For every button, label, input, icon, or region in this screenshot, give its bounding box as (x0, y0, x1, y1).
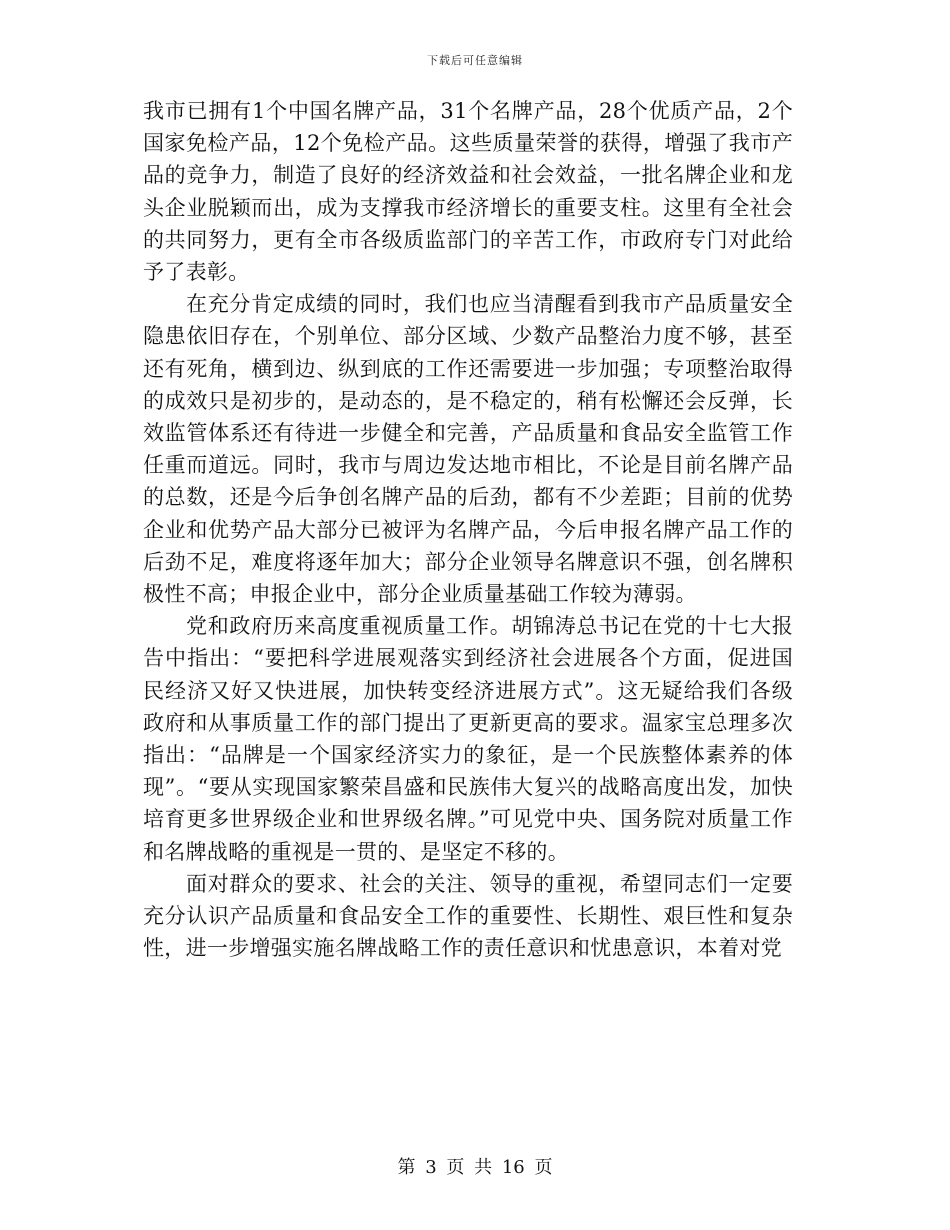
paragraph-3: 党和政府历来高度重视质量工作。胡锦涛总书记在党的十七大报告中指出：“要把科学进展观落实到经济社会进展各个方面，促进国民经济又好又快进展，加快转变经济进展方式”。这无疑给我们各级政府和从事质量工作的部门提出了更新更高的要求。温家宝总理多次指出：“品牌是一个国家经济实力的象征，是一个民族整体素养的体现”。“要从实现国家繁荣昌盛和民族伟大复兴的战略高度出发，加快培育更多世界级企业和世界级名牌。”可见党中央、国务院对质量工作和名牌战略的重视是一贯的、是坚定不移的。 (143, 614, 793, 864)
header-note: 下载后可任意编辑 (427, 54, 523, 67)
body-text (143, 95, 793, 964)
paragraph-2: 在充分肯定成绩的同时，我们也应当清醒看到我市产品质量安全隐患依旧存在，个别单位、部分区域、少数产品整治力度不够，甚至还有死角，横到边、纵到底的工作还需要进一步加强；专项整治取得的成效只是初步的，是动态的，是不稳定的，稍有松懈还会反弹，长效监管体系还有待进一步健全和完善，产品质量和食品安全监管工作任重而道远。同时，我市与周边发达地市相比，不论是目前名牌产品的总数，还是今后争创名牌产品的后劲，都有不少差距；目前的优势企业和优势产品大部分已被评为名牌产品，今后申报名牌产品工作的后劲不足，难度将逐年加大；部分企业领导名牌意识不强，创名牌积极性不高；申报企业中，部分企业质量基础工作较为薄弱。 (143, 292, 793, 607)
page-number-footer: 第 3 页 共 16 页 (397, 1157, 553, 1178)
paragraph-4: 面对群众的要求、社会的关注、领导的重视，希望同志们一定要充分认识产品质量和食品安全工作的重要性、长期性、艰巨性和复杂性，进一步增强实施名牌战略工作的责任意识和忧患意识，本着对党 (143, 871, 793, 961)
paragraph-1: 我市已拥有1个中国名牌产品，31个名牌产品，28个优质产品，2个国家免检产品，12个免检产品。这些质量荣誉的获得，增强了我市产品的竞争力，制造了良好的经济效益和社会效益，一批名牌企业和龙头企业脱颖而出，成为支撑我市经济增长的重要支柱。这里有全社会的共同努力，更有全市各级质监部门的辛苦工作，市政府专门对此给予了表彰。 (143, 99, 793, 285)
